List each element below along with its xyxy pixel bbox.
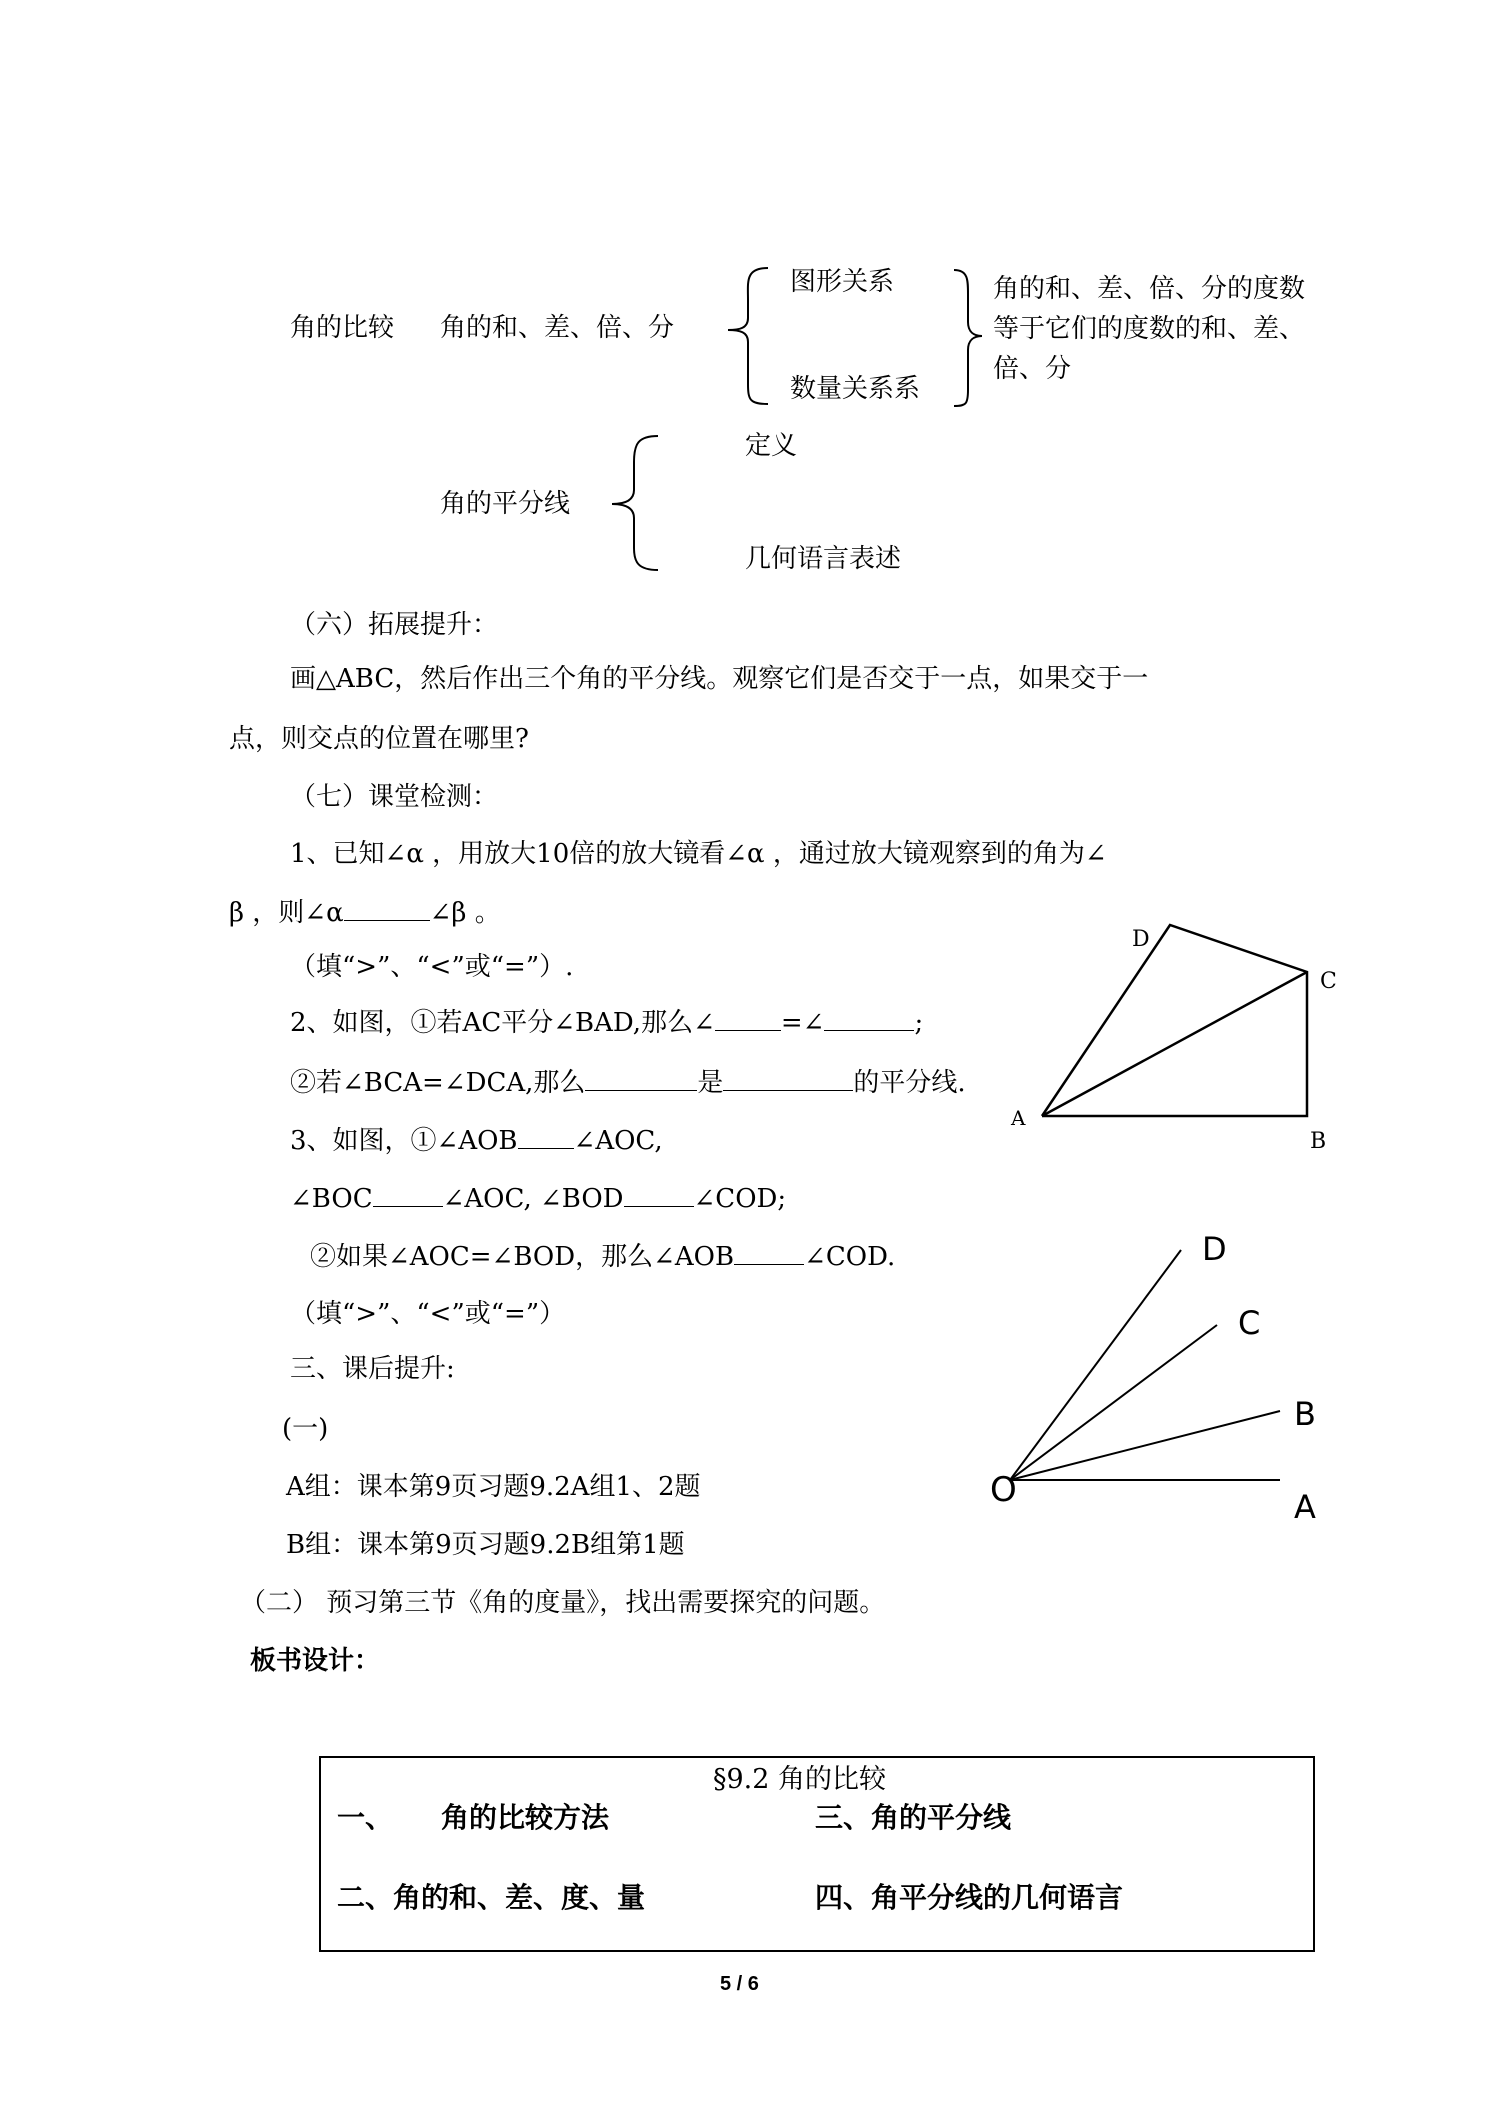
q2-text-c: ; [914, 1008, 924, 1038]
figure1-label-c: C [1320, 969, 1337, 994]
q2-text-b: =∠ [780, 1008, 825, 1038]
degree-text-line1: 角的和、差、倍、分的度数 [993, 274, 1306, 304]
figure1-label-a: A [1011, 1106, 1026, 1130]
page-number: 5 / 6 [720, 1973, 759, 1995]
q3-text-c: ∠BOC [290, 1184, 373, 1214]
section3-heading: 三、课后提升: [290, 1354, 455, 1384]
q3-text-f: ②如果∠AOC=∠BOD，那么∠AOB [310, 1242, 735, 1272]
board-title: §9.2 角的比较 [713, 1764, 887, 1795]
q2-text-d: ②若∠BCA=∠DCA,那么 [290, 1068, 586, 1098]
section7-heading: （七）课堂检测： [290, 782, 499, 812]
q3-text-g: ∠COD. [804, 1242, 896, 1272]
q3-fill-hint: （填“>”、“<”或“=”） [290, 1299, 566, 1329]
quantity-relation-label: 数量关系系 [790, 374, 921, 404]
q1-text-a: β ，则∠α [229, 898, 344, 928]
q1-fill-hint: （填“>”、“<”或“=”）. [290, 952, 574, 982]
q3-text-d: ∠AOC, ∠BOD [442, 1184, 624, 1214]
figure2-label-c: C [1238, 1304, 1261, 1342]
group-a: A组：课本第9页习题9.2A组1、2题 [286, 1472, 701, 1502]
board-item2: 二、角的和、差、度、量 [337, 1881, 646, 1914]
degree-text-line2: 等于它们的度数的和、差、 [993, 314, 1306, 344]
q3-text-b: ∠AOC, [573, 1126, 663, 1156]
section6-line2: 点，则交点的位置在哪里? [229, 724, 529, 754]
sum-diff-label: 角的和、差、倍、分 [440, 313, 675, 343]
q1-text-b: ∠β 。 [429, 898, 501, 928]
section6-line1: 画△ABC，然后作出三个角的平分线。观察它们是否交于一点，如果交于一 [290, 664, 1149, 694]
board-item1-num: 一、 [337, 1801, 394, 1834]
board-item3: 三、角的平分线 [815, 1801, 1012, 1834]
q1-line1: 1、已知∠α ，用放大10倍的放大镜看∠α ，通过放大镜观察到的角为∠ [290, 839, 1107, 869]
board-heading: 板书设计： [250, 1646, 381, 1676]
q2-text-e: 是 [697, 1068, 724, 1098]
figure2-label-o: O [990, 1470, 1017, 1510]
angle-compare-label: 角的比较 [290, 313, 395, 343]
q2-text-a: 2、如图，①若AC平分∠BAD,那么∠ [290, 1008, 715, 1038]
degree-text-line3: 倍、分 [993, 354, 1072, 384]
ray-ob [1010, 1411, 1280, 1480]
figure1-label-d: D [1132, 927, 1150, 952]
section3-sub2: （二） 预习第三节《角的度量》，找出需要探究的问题。 [240, 1588, 886, 1618]
group-b: B组：课本第9页习题9.2B组第1题 [286, 1530, 685, 1560]
figure2-label-d: D [1202, 1230, 1227, 1268]
section3-sub1: (一) [282, 1414, 329, 1444]
ray-oc [1010, 1325, 1217, 1480]
q3-text-a: 3、如图，①∠AOB [290, 1126, 518, 1156]
bisector-label: 角的平分线 [440, 489, 571, 519]
figure2-label-a: A [1294, 1488, 1316, 1526]
geo-language-label: 几何语言表述 [745, 544, 902, 574]
definition-label: 定义 [745, 431, 798, 461]
board-item1-text: 角的比较方法 [441, 1801, 610, 1834]
figure2-label-b: B [1294, 1395, 1316, 1433]
section6-heading: （六）拓展提升： [290, 610, 499, 640]
figure1-label-b: B [1310, 1129, 1327, 1154]
q3-text-e: ∠COD; [693, 1184, 787, 1214]
board-item4: 四、角平分线的几何语言 [815, 1881, 1124, 1914]
graph-relation-label: 图形关系 [790, 267, 895, 297]
q2-text-f: 的平分线. [853, 1068, 966, 1098]
ray-od [1010, 1250, 1181, 1480]
